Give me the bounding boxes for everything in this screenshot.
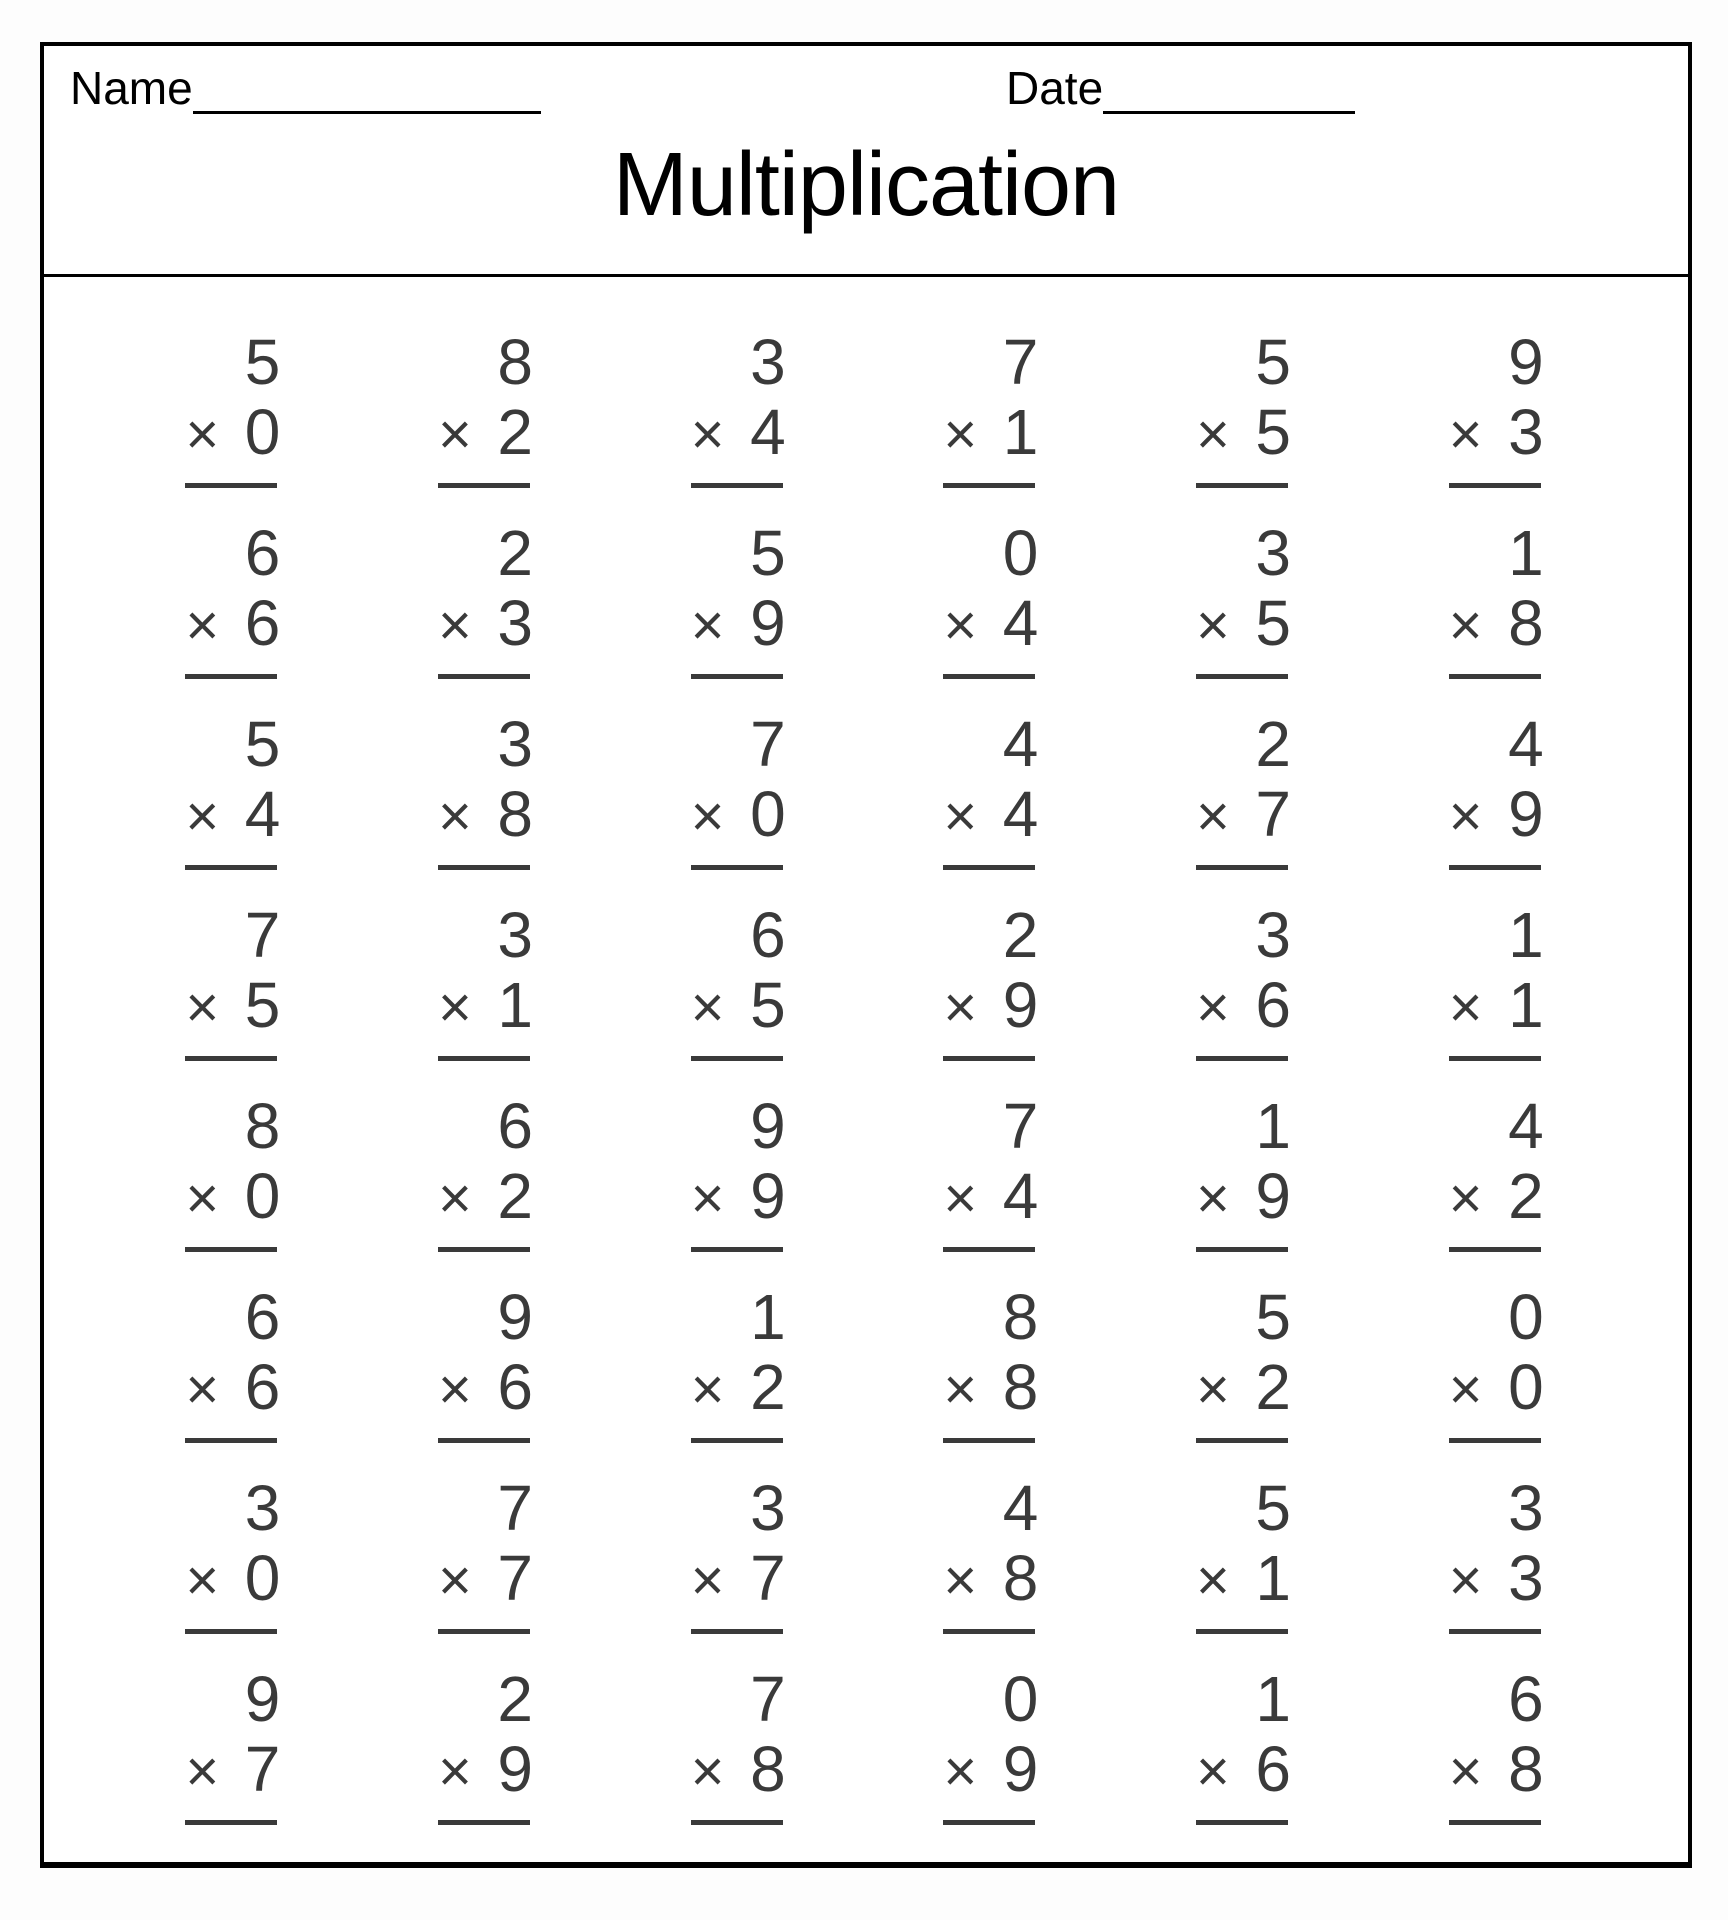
problem (1449, 900, 1547, 1091)
bottom-operand: 9 (1255, 1160, 1291, 1232)
problem (438, 709, 536, 900)
multiplier-row (943, 1543, 1041, 1613)
top-operand: 5 (1255, 1472, 1291, 1544)
problem (1196, 1473, 1294, 1664)
problem (1449, 1282, 1547, 1473)
bottom-operand: 9 (1508, 778, 1544, 850)
multiplier-row (1449, 970, 1547, 1040)
top-operand: 1 (1508, 899, 1544, 971)
answer-line (1449, 483, 1541, 488)
problem (438, 1664, 536, 1855)
answer-line (185, 674, 277, 679)
multiply-sign: × (437, 1357, 472, 1422)
problems-grid (44, 277, 1688, 1855)
top-operand: 6 (1508, 1663, 1544, 1735)
multiply-sign: × (1195, 975, 1230, 1040)
problem (943, 1282, 1041, 1473)
multiplier-row (438, 970, 536, 1040)
multiplier-row (691, 1734, 789, 1804)
answer-line (1196, 1820, 1288, 1825)
multiply-sign: × (437, 593, 472, 658)
multiplier-row (1196, 1352, 1294, 1422)
bottom-operand: 8 (750, 1733, 786, 1805)
multiply-sign: × (943, 975, 978, 1040)
multiply-sign: × (943, 1357, 978, 1422)
bottom-operand: 4 (1002, 587, 1039, 659)
top-operand: 3 (750, 326, 786, 398)
bottom-operand: 5 (1255, 587, 1291, 659)
bottom-operand: 1 (1002, 396, 1039, 468)
multiply-sign: × (690, 402, 725, 467)
bottom-operand: 9 (750, 587, 786, 659)
multiplier-row (943, 970, 1041, 1040)
answer-line (438, 483, 530, 488)
answer-line (438, 1056, 530, 1061)
problem (438, 1282, 536, 1473)
bottom-operand: 8 (1508, 587, 1544, 659)
top-operand: 6 (244, 517, 281, 589)
top-operand: 7 (750, 1663, 786, 1735)
answer-line (1449, 1056, 1541, 1061)
problem (943, 1091, 1041, 1282)
top-operand: 3 (244, 1472, 281, 1544)
problem (1449, 1091, 1547, 1282)
answer-line (438, 1438, 530, 1443)
multiplier-row (691, 779, 789, 849)
worksheet-border-box (40, 42, 1692, 1868)
problem (691, 518, 789, 709)
multiplier-row (1449, 1543, 1547, 1613)
bottom-operand: 9 (497, 1733, 533, 1805)
multiply-sign: × (437, 1739, 472, 1804)
multiplier-row (438, 1352, 536, 1422)
bottom-operand: 2 (497, 396, 533, 468)
answer-line (943, 1629, 1035, 1634)
multiply-sign: × (943, 784, 978, 849)
multiply-sign: × (690, 593, 725, 658)
page-title: Multiplication (612, 135, 1120, 235)
multiply-sign: × (690, 1548, 725, 1613)
problem (185, 1282, 283, 1473)
multiplier-row (691, 397, 789, 467)
problem (1196, 709, 1294, 900)
problem (1196, 1282, 1294, 1473)
multiply-sign: × (1448, 1548, 1483, 1613)
answer-line (943, 865, 1035, 870)
multiply-sign: × (690, 1357, 725, 1422)
problem (438, 1091, 536, 1282)
problem (1196, 1091, 1294, 1282)
multiply-sign: × (437, 1548, 472, 1613)
problem (1449, 1473, 1547, 1664)
answer-line (185, 1820, 277, 1825)
answer-line (438, 1820, 530, 1825)
top-operand: 6 (497, 1090, 533, 1162)
bottom-operand: 2 (497, 1160, 533, 1232)
problem (1449, 327, 1547, 518)
multiply-sign: × (943, 1166, 978, 1231)
answer-line (438, 674, 530, 679)
answer-line (943, 1247, 1035, 1252)
answer-line (185, 1056, 277, 1061)
bottom-operand: 0 (750, 778, 786, 850)
answer-line (943, 483, 1035, 488)
multiply-sign: × (185, 784, 220, 849)
multiply-sign: × (185, 593, 220, 658)
multiplier-row (185, 588, 283, 658)
answer-line (1449, 674, 1541, 679)
problem (1196, 1664, 1294, 1855)
bottom-operand: 0 (244, 1542, 281, 1614)
multiplier-row (1449, 779, 1547, 849)
name-blank-line (193, 67, 541, 114)
bottom-operand: 6 (1255, 1733, 1291, 1805)
problem (943, 709, 1041, 900)
answer-line (691, 1056, 783, 1061)
problem (691, 709, 789, 900)
multiplier-row (691, 1161, 789, 1231)
multiplier-row (438, 779, 536, 849)
top-operand: 7 (244, 899, 281, 971)
top-operand: 2 (1255, 708, 1291, 780)
answer-line (438, 1629, 530, 1634)
multiply-sign: × (1195, 1357, 1230, 1422)
bottom-operand: 8 (1002, 1351, 1039, 1423)
date-label: Date (1006, 62, 1104, 114)
multiplier-row (943, 1352, 1041, 1422)
answer-line (691, 865, 783, 870)
multiplier-row (691, 588, 789, 658)
multiplier-row (943, 1734, 1041, 1804)
multiplier-row (438, 588, 536, 658)
top-operand: 9 (497, 1281, 533, 1353)
bottom-operand: 9 (1002, 969, 1039, 1041)
answer-line (943, 674, 1035, 679)
multiply-sign: × (690, 784, 725, 849)
bottom-operand: 3 (1508, 396, 1544, 468)
top-operand: 8 (497, 326, 533, 398)
multiplier-row (1196, 970, 1294, 1040)
multiply-sign: × (1195, 1739, 1230, 1804)
top-operand: 5 (1255, 326, 1291, 398)
answer-line (943, 1438, 1035, 1443)
problem (943, 518, 1041, 709)
bottom-operand: 2 (1255, 1351, 1291, 1423)
bottom-operand: 6 (244, 587, 281, 659)
multiply-sign: × (690, 975, 725, 1040)
multiply-sign: × (943, 1548, 978, 1613)
answer-line (185, 1438, 277, 1443)
multiplier-row (1196, 588, 1294, 658)
bottom-operand: 7 (497, 1542, 533, 1614)
bottom-operand: 6 (497, 1351, 533, 1423)
multiplier-row (691, 1352, 789, 1422)
bottom-operand: 4 (244, 778, 281, 850)
multiplier-row (691, 970, 789, 1040)
problem (185, 1091, 283, 1282)
multiply-sign: × (1448, 1166, 1483, 1231)
answer-line (691, 674, 783, 679)
multiplier-row (943, 1161, 1041, 1231)
answer-line (691, 1247, 783, 1252)
answer-line (1196, 1056, 1288, 1061)
answer-line (185, 865, 277, 870)
answer-line (691, 1629, 783, 1634)
problem (438, 518, 536, 709)
bottom-operand: 5 (1255, 396, 1291, 468)
multiply-sign: × (1195, 1166, 1230, 1231)
top-operand: 6 (244, 1281, 281, 1353)
date-field (1006, 62, 1355, 114)
answer-line (185, 1247, 277, 1252)
multiply-sign: × (690, 1739, 725, 1804)
top-operand: 4 (1508, 708, 1544, 780)
multiply-sign: × (185, 1166, 220, 1231)
answer-line (1449, 1247, 1541, 1252)
answer-line (691, 1438, 783, 1443)
answer-line (438, 865, 530, 870)
top-operand: 7 (497, 1472, 533, 1544)
top-operand: 4 (1002, 708, 1039, 780)
multiply-sign: × (943, 402, 978, 467)
multiply-sign: × (437, 402, 472, 467)
worksheet-header (44, 46, 1688, 277)
multiplier-row (1196, 397, 1294, 467)
top-operand: 3 (497, 899, 533, 971)
bottom-operand: 5 (244, 969, 281, 1041)
problem (185, 518, 283, 709)
bottom-operand: 3 (497, 587, 533, 659)
answer-line (1196, 865, 1288, 870)
answer-line (1449, 1438, 1541, 1443)
multiply-sign: × (943, 1739, 978, 1804)
multiply-sign: × (1448, 1357, 1483, 1422)
multiplier-row (185, 1543, 283, 1613)
top-operand: 5 (750, 517, 786, 589)
bottom-operand: 8 (1508, 1733, 1544, 1805)
multiply-sign: × (1448, 593, 1483, 658)
bottom-operand: 0 (244, 1160, 281, 1232)
top-operand: 3 (1508, 1472, 1544, 1544)
problem (1196, 900, 1294, 1091)
bottom-operand: 0 (1508, 1351, 1544, 1423)
top-operand: 1 (1255, 1090, 1291, 1162)
problem (1196, 327, 1294, 518)
top-operand: 5 (244, 708, 281, 780)
multiplier-row (1196, 1734, 1294, 1804)
bottom-operand: 7 (750, 1542, 786, 1614)
bottom-operand: 4 (1002, 1160, 1039, 1232)
multiplier-row (185, 397, 283, 467)
problem (1449, 1664, 1547, 1855)
problem (438, 1473, 536, 1664)
bottom-operand: 7 (244, 1733, 281, 1805)
multiplier-row (943, 397, 1041, 467)
problem (185, 1473, 283, 1664)
bottom-operand: 0 (244, 396, 281, 468)
answer-line (1196, 1247, 1288, 1252)
multiply-sign: × (437, 784, 472, 849)
problem (691, 1091, 789, 1282)
top-operand: 3 (1255, 899, 1291, 971)
answer-line (185, 1629, 277, 1634)
problem (1449, 709, 1547, 900)
multiplier-row (943, 588, 1041, 658)
multiplier-row (1196, 1161, 1294, 1231)
multiplier-row (185, 1734, 283, 1804)
answer-line (438, 1247, 530, 1252)
answer-line (1449, 865, 1541, 870)
top-operand: 3 (750, 1472, 786, 1544)
top-operand: 3 (1255, 517, 1291, 589)
problem (185, 709, 283, 900)
bottom-operand: 3 (1508, 1542, 1544, 1614)
top-operand: 6 (750, 899, 786, 971)
bottom-operand: 5 (750, 969, 786, 1041)
problem (691, 327, 789, 518)
multiplier-row (943, 779, 1041, 849)
multiplier-row (1196, 1543, 1294, 1613)
top-operand: 5 (244, 326, 281, 398)
multiply-sign: × (185, 1739, 220, 1804)
name-field (70, 62, 541, 114)
multiply-sign: × (1195, 593, 1230, 658)
top-operand: 7 (1002, 1090, 1039, 1162)
bottom-operand: 2 (750, 1351, 786, 1423)
multiplier-row (438, 1161, 536, 1231)
multiply-sign: × (437, 975, 472, 1040)
top-operand: 9 (244, 1663, 281, 1735)
answer-line (1196, 483, 1288, 488)
answer-line (1449, 1820, 1541, 1825)
top-operand: 8 (244, 1090, 281, 1162)
bottom-operand: 6 (244, 1351, 281, 1423)
top-operand: 1 (1508, 517, 1544, 589)
bottom-operand: 4 (1002, 778, 1039, 850)
answer-line (943, 1056, 1035, 1061)
top-operand: 0 (1508, 1281, 1544, 1353)
multiplier-row (438, 1734, 536, 1804)
problem (438, 327, 536, 518)
top-operand: 7 (750, 708, 786, 780)
bottom-operand: 7 (1255, 778, 1291, 850)
answer-line (1196, 1438, 1288, 1443)
multiplier-row (185, 779, 283, 849)
bottom-operand: 4 (750, 396, 786, 468)
top-operand: 0 (1002, 1663, 1039, 1735)
answer-line (1196, 674, 1288, 679)
problem (943, 327, 1041, 518)
top-operand: 9 (750, 1090, 786, 1162)
problem (691, 1282, 789, 1473)
multiply-sign: × (1195, 784, 1230, 849)
bottom-operand: 8 (1002, 1542, 1039, 1614)
multiply-sign: × (185, 1548, 220, 1613)
multiplier-row (438, 1543, 536, 1613)
multiply-sign: × (185, 1357, 220, 1422)
multiply-sign: × (185, 975, 220, 1040)
problem (185, 327, 283, 518)
problem (1449, 518, 1547, 709)
multiplier-row (691, 1543, 789, 1613)
top-operand: 1 (1255, 1663, 1291, 1735)
bottom-operand: 6 (1255, 969, 1291, 1041)
problem (943, 1664, 1041, 1855)
top-operand: 4 (1508, 1090, 1544, 1162)
date-blank-line (1103, 67, 1355, 114)
problem (438, 900, 536, 1091)
problem (691, 900, 789, 1091)
multiplier-row (1449, 1161, 1547, 1231)
multiply-sign: × (1195, 1548, 1230, 1613)
problem (691, 1664, 789, 1855)
multiplier-row (1449, 588, 1547, 658)
top-operand: 0 (1002, 517, 1039, 589)
bottom-operand: 9 (750, 1160, 786, 1232)
multiplier-row (185, 1161, 283, 1231)
top-operand: 9 (1508, 326, 1544, 398)
top-operand: 8 (1002, 1281, 1039, 1353)
problem (943, 900, 1041, 1091)
problem (691, 1473, 789, 1664)
bottom-operand: 1 (1255, 1542, 1291, 1614)
name-label: Name (70, 62, 193, 114)
bottom-operand: 8 (497, 778, 533, 850)
multiplier-row (1449, 1734, 1547, 1804)
multiplier-row (1196, 779, 1294, 849)
top-operand: 3 (497, 708, 533, 780)
problem (185, 900, 283, 1091)
multiply-sign: × (437, 1166, 472, 1231)
answer-line (691, 1820, 783, 1825)
answer-line (691, 483, 783, 488)
problem (1196, 518, 1294, 709)
top-operand: 5 (1255, 1281, 1291, 1353)
top-operand: 4 (1002, 1472, 1039, 1544)
multiply-sign: × (1448, 1739, 1483, 1804)
multiply-sign: × (690, 1166, 725, 1231)
multiplier-row (438, 397, 536, 467)
answer-line (185, 483, 277, 488)
top-operand: 2 (497, 1663, 533, 1735)
multiply-sign: × (1448, 402, 1483, 467)
multiplier-row (1449, 397, 1547, 467)
multiply-sign: × (1448, 975, 1483, 1040)
bottom-operand: 2 (1508, 1160, 1544, 1232)
top-operand: 2 (1002, 899, 1039, 971)
problem (943, 1473, 1041, 1664)
multiply-sign: × (185, 402, 220, 467)
multiplier-row (185, 1352, 283, 1422)
multiplier-row (1449, 1352, 1547, 1422)
bottom-operand: 1 (1508, 969, 1544, 1041)
top-operand: 1 (750, 1281, 786, 1353)
bottom-operand: 9 (1002, 1733, 1039, 1805)
answer-line (1196, 1629, 1288, 1634)
multiply-sign: × (1195, 402, 1230, 467)
multiply-sign: × (1448, 784, 1483, 849)
problem (185, 1664, 283, 1855)
top-operand: 7 (1002, 326, 1039, 398)
multiply-sign: × (943, 593, 978, 658)
answer-line (943, 1820, 1035, 1825)
top-operand: 2 (497, 517, 533, 589)
answer-line (1449, 1629, 1541, 1634)
bottom-operand: 1 (497, 969, 533, 1041)
multiplier-row (185, 970, 283, 1040)
